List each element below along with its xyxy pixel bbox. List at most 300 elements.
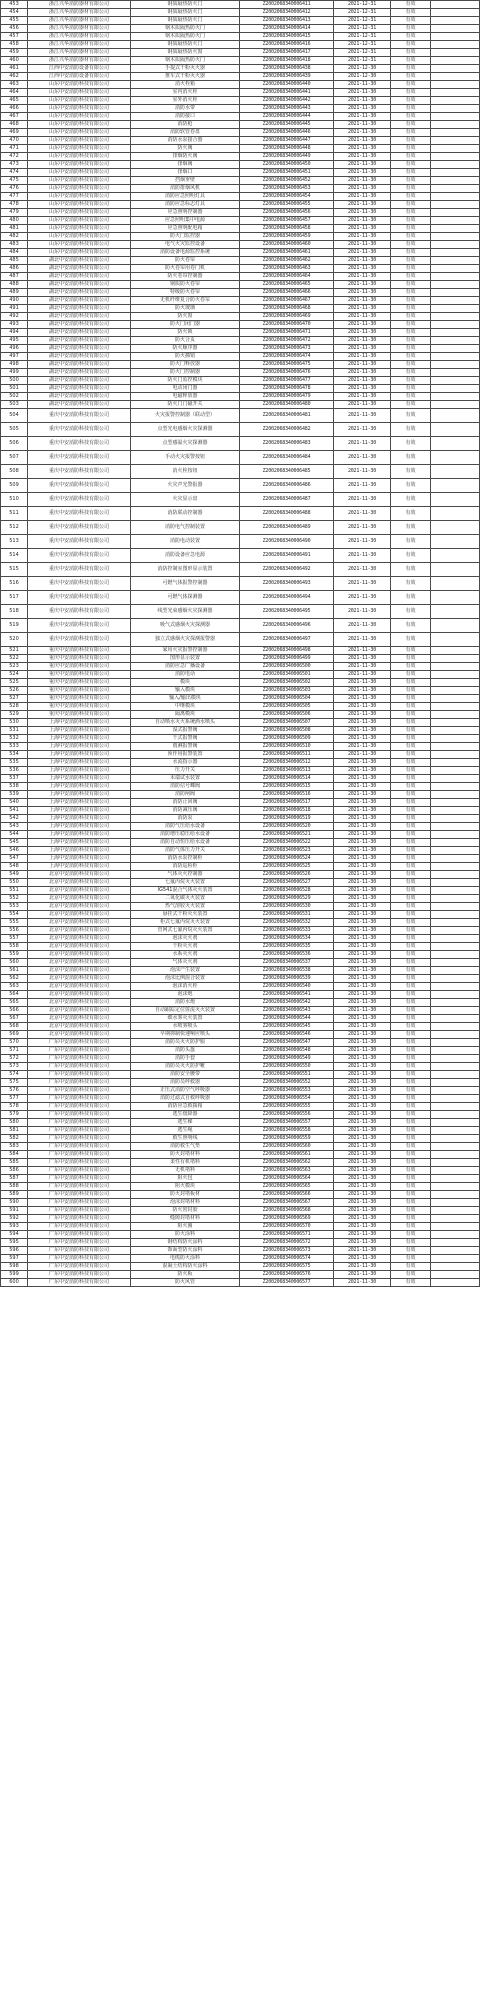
status-cell: 有效	[391, 1263, 431, 1271]
status-cell: 有效	[391, 839, 431, 847]
company-cell: 北京中安消防科技有限公司	[28, 959, 131, 967]
status-cell: 有效	[391, 9, 431, 17]
table-row	[1, 605, 480, 619]
expiry-date-cell: 2021-12-30	[334, 65, 391, 73]
company-cell: 北京中安消防科技有限公司	[28, 1015, 131, 1023]
status-cell: 有效	[391, 193, 431, 201]
row-number-cell: 569	[1, 1031, 28, 1039]
certificate-number-cell: Z2002068340006523	[240, 847, 334, 855]
row-number-cell: 461	[1, 65, 28, 73]
certificate-number-cell: Z2002068340006461	[240, 249, 334, 257]
certificate-number-cell: Z2002068340006466	[240, 289, 334, 297]
row-number-cell: 574	[1, 1071, 28, 1079]
product-cell: 防火门监控模块	[131, 377, 240, 385]
row-number-cell: 559	[1, 951, 28, 959]
blank-cell	[431, 41, 480, 49]
row-number-cell: 554	[1, 911, 28, 919]
expiry-date-cell: 2021-11-30	[334, 823, 391, 831]
product-cell: 消防手套	[131, 1055, 240, 1063]
product-cell: 应急照明控制器	[131, 209, 240, 217]
expiry-date-cell: 2021-11-30	[334, 751, 391, 759]
status-cell: 有效	[391, 703, 431, 711]
certificate-number-cell: Z2002068340006411	[240, 1, 334, 9]
blank-cell	[431, 145, 480, 153]
row-number-cell: 526	[1, 687, 28, 695]
certificate-number-cell: Z2002068340006541	[240, 991, 334, 999]
blank-cell	[431, 193, 480, 201]
certificate-number-cell: Z2002068340006444	[240, 113, 334, 121]
expiry-date-cell: 2021-11-30	[334, 479, 391, 493]
company-cell: 山东中安消防科技有限公司	[28, 185, 131, 193]
certificate-number-cell: Z2002068340006520	[240, 823, 334, 831]
expiry-date-cell: 2021-11-30	[334, 1271, 391, 1279]
status-cell: 有效	[391, 879, 431, 887]
blank-cell	[431, 369, 480, 377]
table-row	[1, 89, 480, 97]
status-cell: 有效	[391, 831, 431, 839]
certificate-number-cell: Z2002068340006449	[240, 153, 334, 161]
certificate-number-cell: Z2002068340006414	[240, 25, 334, 33]
company-cell: 广东中安消防科技有限公司	[28, 1135, 131, 1143]
blank-cell	[431, 1103, 480, 1111]
table-row	[1, 1039, 480, 1047]
row-number-cell: 481	[1, 225, 28, 233]
product-cell: 输入/输出模块	[131, 695, 240, 703]
certificate-number-cell: Z2002068340006438	[240, 65, 334, 73]
status-cell: 有效	[391, 711, 431, 719]
blank-cell	[431, 409, 480, 423]
product-cell: 消防应急救援箱	[131, 1103, 240, 1111]
company-cell: 山东中安消防科技有限公司	[28, 105, 131, 113]
company-cell: 上海中安消防科技有限公司	[28, 831, 131, 839]
table-row	[1, 281, 480, 289]
row-number-cell: 589	[1, 1191, 28, 1199]
certificate-number-cell: Z2002068340006530	[240, 903, 334, 911]
product-cell: 阻火包	[131, 1175, 240, 1183]
company-cell: 山东中安消防科技有限公司	[28, 137, 131, 145]
certificate-number-cell: Z2002068340006457	[240, 217, 334, 225]
table-row	[1, 233, 480, 241]
certificate-number-cell: Z2002068340006562	[240, 1159, 334, 1167]
status-cell: 有效	[391, 161, 431, 169]
company-cell: 湖北中安消防科技有限公司	[28, 361, 131, 369]
blank-cell	[431, 1023, 480, 1031]
table-row	[1, 647, 480, 655]
table-row	[1, 1103, 480, 1111]
blank-cell	[431, 577, 480, 591]
product-cell: 防火卷帘控制器	[131, 273, 240, 281]
company-cell: 广东中安消防科技有限公司	[28, 1191, 131, 1199]
row-number-cell: 465	[1, 97, 28, 105]
expiry-date-cell: 2021-11-30	[334, 257, 391, 265]
certificate-number-cell: Z2002068340006508	[240, 727, 334, 735]
expiry-date-cell: 2021-11-30	[334, 1079, 391, 1087]
row-number-cell: 538	[1, 783, 28, 791]
row-number-cell: 463	[1, 81, 28, 89]
table-row	[1, 479, 480, 493]
expiry-date-cell: 2021-11-30	[334, 619, 391, 633]
product-cell: 混凝土结构防火涂料	[131, 1263, 240, 1271]
table-row	[1, 81, 480, 89]
company-cell: 广东中安消防科技有限公司	[28, 1079, 131, 1087]
status-cell: 有效	[391, 369, 431, 377]
status-cell: 有效	[391, 563, 431, 577]
expiry-date-cell: 2021-11-30	[334, 815, 391, 823]
table-row	[1, 1111, 480, 1119]
expiry-date-cell: 2021-11-30	[334, 759, 391, 767]
status-cell: 有效	[391, 535, 431, 549]
status-cell: 有效	[391, 217, 431, 225]
blank-cell	[431, 783, 480, 791]
company-cell: 上海中安消防科技有限公司	[28, 775, 131, 783]
company-cell: 重庆中安消防科技有限公司	[28, 633, 131, 647]
row-number-cell: 561	[1, 967, 28, 975]
blank-cell	[431, 1271, 480, 1279]
row-number-cell: 566	[1, 1007, 28, 1015]
table-row	[1, 25, 480, 33]
status-cell: 有效	[391, 337, 431, 345]
row-number-cell: 514	[1, 549, 28, 563]
status-cell: 有效	[391, 1279, 431, 1287]
expiry-date-cell: 2021-11-30	[334, 1167, 391, 1175]
company-cell: 重庆中安消防科技有限公司	[28, 695, 131, 703]
table-row	[1, 703, 480, 711]
product-cell: 火灾显示盘	[131, 493, 240, 507]
certificate-number-cell: Z2002068340006536	[240, 951, 334, 959]
row-number-cell: 510	[1, 493, 28, 507]
product-cell: 柔性有机堵料	[131, 1159, 240, 1167]
product-cell: 消防枪	[131, 121, 240, 129]
company-cell: 山东中安消防科技有限公司	[28, 209, 131, 217]
blank-cell	[431, 297, 480, 305]
product-cell: 防火封堵材料	[131, 1151, 240, 1159]
table-row	[1, 451, 480, 465]
expiry-date-cell: 2021-11-30	[334, 1031, 391, 1039]
company-cell: 湖北中安消防科技有限公司	[28, 265, 131, 273]
blank-cell	[431, 1175, 480, 1183]
expiry-date-cell: 2021-11-30	[334, 967, 391, 975]
blank-cell	[431, 97, 480, 105]
row-number-cell: 497	[1, 353, 28, 361]
table-row	[1, 209, 480, 217]
certificate-number-cell: Z2002068340006416	[240, 41, 334, 49]
status-cell: 有效	[391, 33, 431, 41]
certificate-number-cell: Z2002068340006516	[240, 791, 334, 799]
table-row	[1, 1047, 480, 1055]
expiry-date-cell: 2021-11-30	[334, 703, 391, 711]
certificate-number-cell: Z2002068340006502	[240, 679, 334, 687]
expiry-date-cell: 2021-11-30	[334, 951, 391, 959]
status-cell: 有效	[391, 823, 431, 831]
table-row	[1, 313, 480, 321]
blank-cell	[431, 863, 480, 871]
expiry-date-cell: 2021-11-30	[334, 493, 391, 507]
blank-cell	[431, 169, 480, 177]
table-row	[1, 719, 480, 727]
status-cell: 有效	[391, 1207, 431, 1215]
row-number-cell: 482	[1, 233, 28, 241]
product-cell: 消防气压给水设备	[131, 823, 240, 831]
expiry-date-cell: 2021-11-30	[334, 393, 391, 401]
company-cell: 上海中安消防科技有限公司	[28, 847, 131, 855]
expiry-date-cell: 2021-11-30	[334, 1111, 391, 1119]
expiry-date-cell: 2021-11-30	[334, 345, 391, 353]
product-cell: IG541混合气体灭火装置	[131, 887, 240, 895]
blank-cell	[431, 751, 480, 759]
blank-cell	[431, 1255, 480, 1263]
company-cell: 重庆中安消防科技有限公司	[28, 619, 131, 633]
expiry-date-cell: 2021-11-30	[334, 521, 391, 535]
status-cell: 有效	[391, 759, 431, 767]
company-cell: 广东中安消防科技有限公司	[28, 1239, 131, 1247]
expiry-date-cell: 2021-11-30	[334, 401, 391, 409]
status-cell: 有效	[391, 799, 431, 807]
table-row	[1, 145, 480, 153]
row-number-cell: 552	[1, 895, 28, 903]
blank-cell	[431, 903, 480, 911]
expiry-date-cell: 2021-11-30	[334, 241, 391, 249]
expiry-date-cell: 2021-11-30	[334, 1159, 391, 1167]
certificate-number-cell: Z2002068340006572	[240, 1239, 334, 1247]
row-number-cell: 495	[1, 337, 28, 345]
expiry-date-cell: 2021-11-30	[334, 321, 391, 329]
expiry-date-cell: 2021-11-30	[334, 591, 391, 605]
blank-cell	[431, 65, 480, 73]
table-row	[1, 959, 480, 967]
expiry-date-cell: 2021-11-30	[334, 337, 391, 345]
certificate-number-cell: Z2002068340006509	[240, 735, 334, 743]
status-cell: 有效	[391, 815, 431, 823]
product-cell: 防火涂料	[131, 1231, 240, 1239]
certificate-number-cell: Z2002068340006570	[240, 1223, 334, 1231]
status-cell: 有效	[391, 377, 431, 385]
company-cell: 湖北中安消防科技有限公司	[28, 289, 131, 297]
table-row	[1, 1, 480, 9]
blank-cell	[431, 385, 480, 393]
product-cell: 逃生绳	[131, 1127, 240, 1135]
product-cell: 消防头盔	[131, 1047, 240, 1055]
product-cell: 湿式报警阀	[131, 727, 240, 735]
expiry-date-cell: 2021-11-30	[334, 121, 391, 129]
blank-cell	[431, 479, 480, 493]
status-cell: 有效	[391, 153, 431, 161]
company-cell: 湖北中安消防科技有限公司	[28, 313, 131, 321]
row-number-cell: 549	[1, 871, 28, 879]
status-cell: 有效	[391, 1215, 431, 1223]
certificate-number-cell: Z2002068340006550	[240, 1063, 334, 1071]
company-cell: 广东中安消防科技有限公司	[28, 1207, 131, 1215]
table-row	[1, 1191, 480, 1199]
status-cell: 有效	[391, 49, 431, 57]
company-cell: 湖北中安消防科技有限公司	[28, 393, 131, 401]
product-cell: 无机堵料	[131, 1167, 240, 1175]
status-cell: 有效	[391, 743, 431, 751]
company-cell: 广东中安消防科技有限公司	[28, 1063, 131, 1071]
company-cell: 重庆中安消防科技有限公司	[28, 451, 131, 465]
blank-cell	[431, 1151, 480, 1159]
certificate-number-cell: Z2002068340006454	[240, 193, 334, 201]
blank-cell	[431, 1007, 480, 1015]
table-row	[1, 1151, 480, 1159]
product-cell: 无机纤维复合防火卷帘	[131, 297, 240, 305]
status-cell: 有效	[391, 1079, 431, 1087]
row-number-cell: 499	[1, 369, 28, 377]
expiry-date-cell: 2021-11-30	[334, 507, 391, 521]
table-row	[1, 767, 480, 775]
table-row	[1, 1071, 480, 1079]
certificate-number-cell: Z2002068340006544	[240, 1015, 334, 1023]
expiry-date-cell: 2021-11-30	[334, 735, 391, 743]
product-cell: 早期抑制快速响应喷头	[131, 1031, 240, 1039]
row-number-cell: 507	[1, 451, 28, 465]
company-cell: 重庆中安消防科技有限公司	[28, 479, 131, 493]
blank-cell	[431, 493, 480, 507]
company-cell: 山东中安消防科技有限公司	[28, 201, 131, 209]
expiry-date-cell: 2021-11-30	[334, 201, 391, 209]
row-number-cell: 468	[1, 121, 28, 129]
status-cell: 有效	[391, 1167, 431, 1175]
product-cell: 压力开关	[131, 767, 240, 775]
row-number-cell: 577	[1, 1095, 28, 1103]
table-row	[1, 943, 480, 951]
company-cell: 重庆中安消防科技有限公司	[28, 535, 131, 549]
blank-cell	[431, 289, 480, 297]
product-cell: 雨淋报警阀	[131, 743, 240, 751]
status-cell: 有效	[391, 935, 431, 943]
certificate-number-cell: Z2002068340006488	[240, 507, 334, 521]
blank-cell	[431, 401, 480, 409]
blank-cell	[431, 49, 480, 57]
table-row	[1, 265, 480, 273]
blank-cell	[431, 1231, 480, 1239]
product-cell: 消防电气控制装置	[131, 521, 240, 535]
certificate-number-cell: Z2002068340006563	[240, 1167, 334, 1175]
status-cell: 有效	[391, 767, 431, 775]
certificate-number-cell: Z2002068340006568	[240, 1207, 334, 1215]
company-cell: 山东中安消防科技有限公司	[28, 225, 131, 233]
expiry-date-cell: 2021-11-30	[334, 1103, 391, 1111]
row-number-cell: 597	[1, 1255, 28, 1263]
certificate-number-cell: Z2002068340006465	[240, 281, 334, 289]
certificate-number-cell: Z2002068340006452	[240, 177, 334, 185]
status-cell: 有效	[391, 855, 431, 863]
blank-cell	[431, 233, 480, 241]
row-number-cell: 579	[1, 1111, 28, 1119]
blank-cell	[431, 337, 480, 345]
expiry-date-cell: 2021-11-30	[334, 409, 391, 423]
blank-cell	[431, 879, 480, 887]
company-cell: 广东中安消防科技有限公司	[28, 1151, 131, 1159]
certificate-number-cell: Z2002068340006551	[240, 1071, 334, 1079]
expiry-date-cell: 2021-11-30	[334, 233, 391, 241]
blank-cell	[431, 1031, 480, 1039]
row-number-cell: 491	[1, 305, 28, 313]
expiry-date-cell: 2021-11-30	[334, 353, 391, 361]
status-cell: 有效	[391, 423, 431, 437]
expiry-date-cell: 2021-11-30	[334, 1183, 391, 1191]
company-cell: 广东中安消防科技有限公司	[28, 1199, 131, 1207]
product-cell: 泡沫产生装置	[131, 967, 240, 975]
certificate-number-cell: Z2002068340006510	[240, 743, 334, 751]
product-cell: 室内消火栓	[131, 89, 240, 97]
expiry-date-cell: 2021-11-30	[334, 991, 391, 999]
blank-cell	[431, 695, 480, 703]
product-cell: 水系灭火剂	[131, 951, 240, 959]
status-cell: 有效	[391, 105, 431, 113]
table-row	[1, 743, 480, 751]
company-cell: 湖北中安消防科技有限公司	[28, 305, 131, 313]
certificate-number-cell: Z2002068340006487	[240, 493, 334, 507]
expiry-date-cell: 2021-11-30	[334, 671, 391, 679]
company-cell: 重庆中安消防科技有限公司	[28, 671, 131, 679]
table-row	[1, 409, 480, 423]
product-cell: 钢木质隔热防火门	[131, 25, 240, 33]
row-number-cell: 520	[1, 633, 28, 647]
product-cell: 钢木质隔热防火门	[131, 57, 240, 65]
certificate-number-cell: Z2002068340006571	[240, 1231, 334, 1239]
row-number-cell: 596	[1, 1247, 28, 1255]
certificate-number-cell: Z2002068340006473	[240, 345, 334, 353]
table-row	[1, 113, 480, 121]
company-cell: 山东中安消防科技有限公司	[28, 241, 131, 249]
table-row	[1, 33, 480, 41]
row-number-cell: 547	[1, 855, 28, 863]
blank-cell	[431, 281, 480, 289]
status-cell: 有效	[391, 871, 431, 879]
product-cell: 点型光电感烟火灾探测器	[131, 423, 240, 437]
status-cell: 有效	[391, 735, 431, 743]
product-cell: 室外消火栓	[131, 97, 240, 105]
row-number-cell: 525	[1, 679, 28, 687]
expiry-date-cell: 2021-11-30	[334, 775, 391, 783]
expiry-date-cell: 2021-11-30	[334, 81, 391, 89]
row-number-cell: 565	[1, 999, 28, 1007]
certificate-number-cell: Z2002068340006526	[240, 871, 334, 879]
row-number-cell: 484	[1, 249, 28, 257]
row-number-cell: 551	[1, 887, 28, 895]
table-row	[1, 1079, 480, 1087]
row-number-cell: 476	[1, 185, 28, 193]
product-cell: 防火卷帘用卷门机	[131, 265, 240, 273]
status-cell: 有效	[391, 719, 431, 727]
certificate-number-cell: Z2002068340006511	[240, 751, 334, 759]
row-number-cell: 513	[1, 535, 28, 549]
table-row	[1, 521, 480, 535]
certificate-number-cell: Z2002068340006513	[240, 767, 334, 775]
row-number-cell: 479	[1, 209, 28, 217]
company-cell: 浙江兴华消防器材有限公司	[28, 41, 131, 49]
table-row	[1, 169, 480, 177]
status-cell: 有效	[391, 25, 431, 33]
company-cell: 上海中安消防科技有限公司	[28, 807, 131, 815]
blank-cell	[431, 807, 480, 815]
expiry-date-cell: 2021-12-31	[334, 17, 391, 25]
product-cell: 消防巡检柜	[131, 863, 240, 871]
row-number-cell: 456	[1, 25, 28, 33]
blank-cell	[431, 201, 480, 209]
product-cell: 防火门释放器	[131, 361, 240, 369]
certificate-number-cell: Z2002068340006455	[240, 201, 334, 209]
company-cell: 北京中安消防科技有限公司	[28, 879, 131, 887]
expiry-date-cell: 2021-11-30	[334, 863, 391, 871]
certificate-number-cell: Z2002068340006573	[240, 1247, 334, 1255]
company-cell: 广东中安消防科技有限公司	[28, 1167, 131, 1175]
product-cell: 消防水带	[131, 105, 240, 113]
company-cell: 山东中安消防科技有限公司	[28, 89, 131, 97]
certificate-number-cell: Z2002068340006417	[240, 49, 334, 57]
blank-cell	[431, 321, 480, 329]
product-cell: 正压式消防空气呼吸器	[131, 1087, 240, 1095]
